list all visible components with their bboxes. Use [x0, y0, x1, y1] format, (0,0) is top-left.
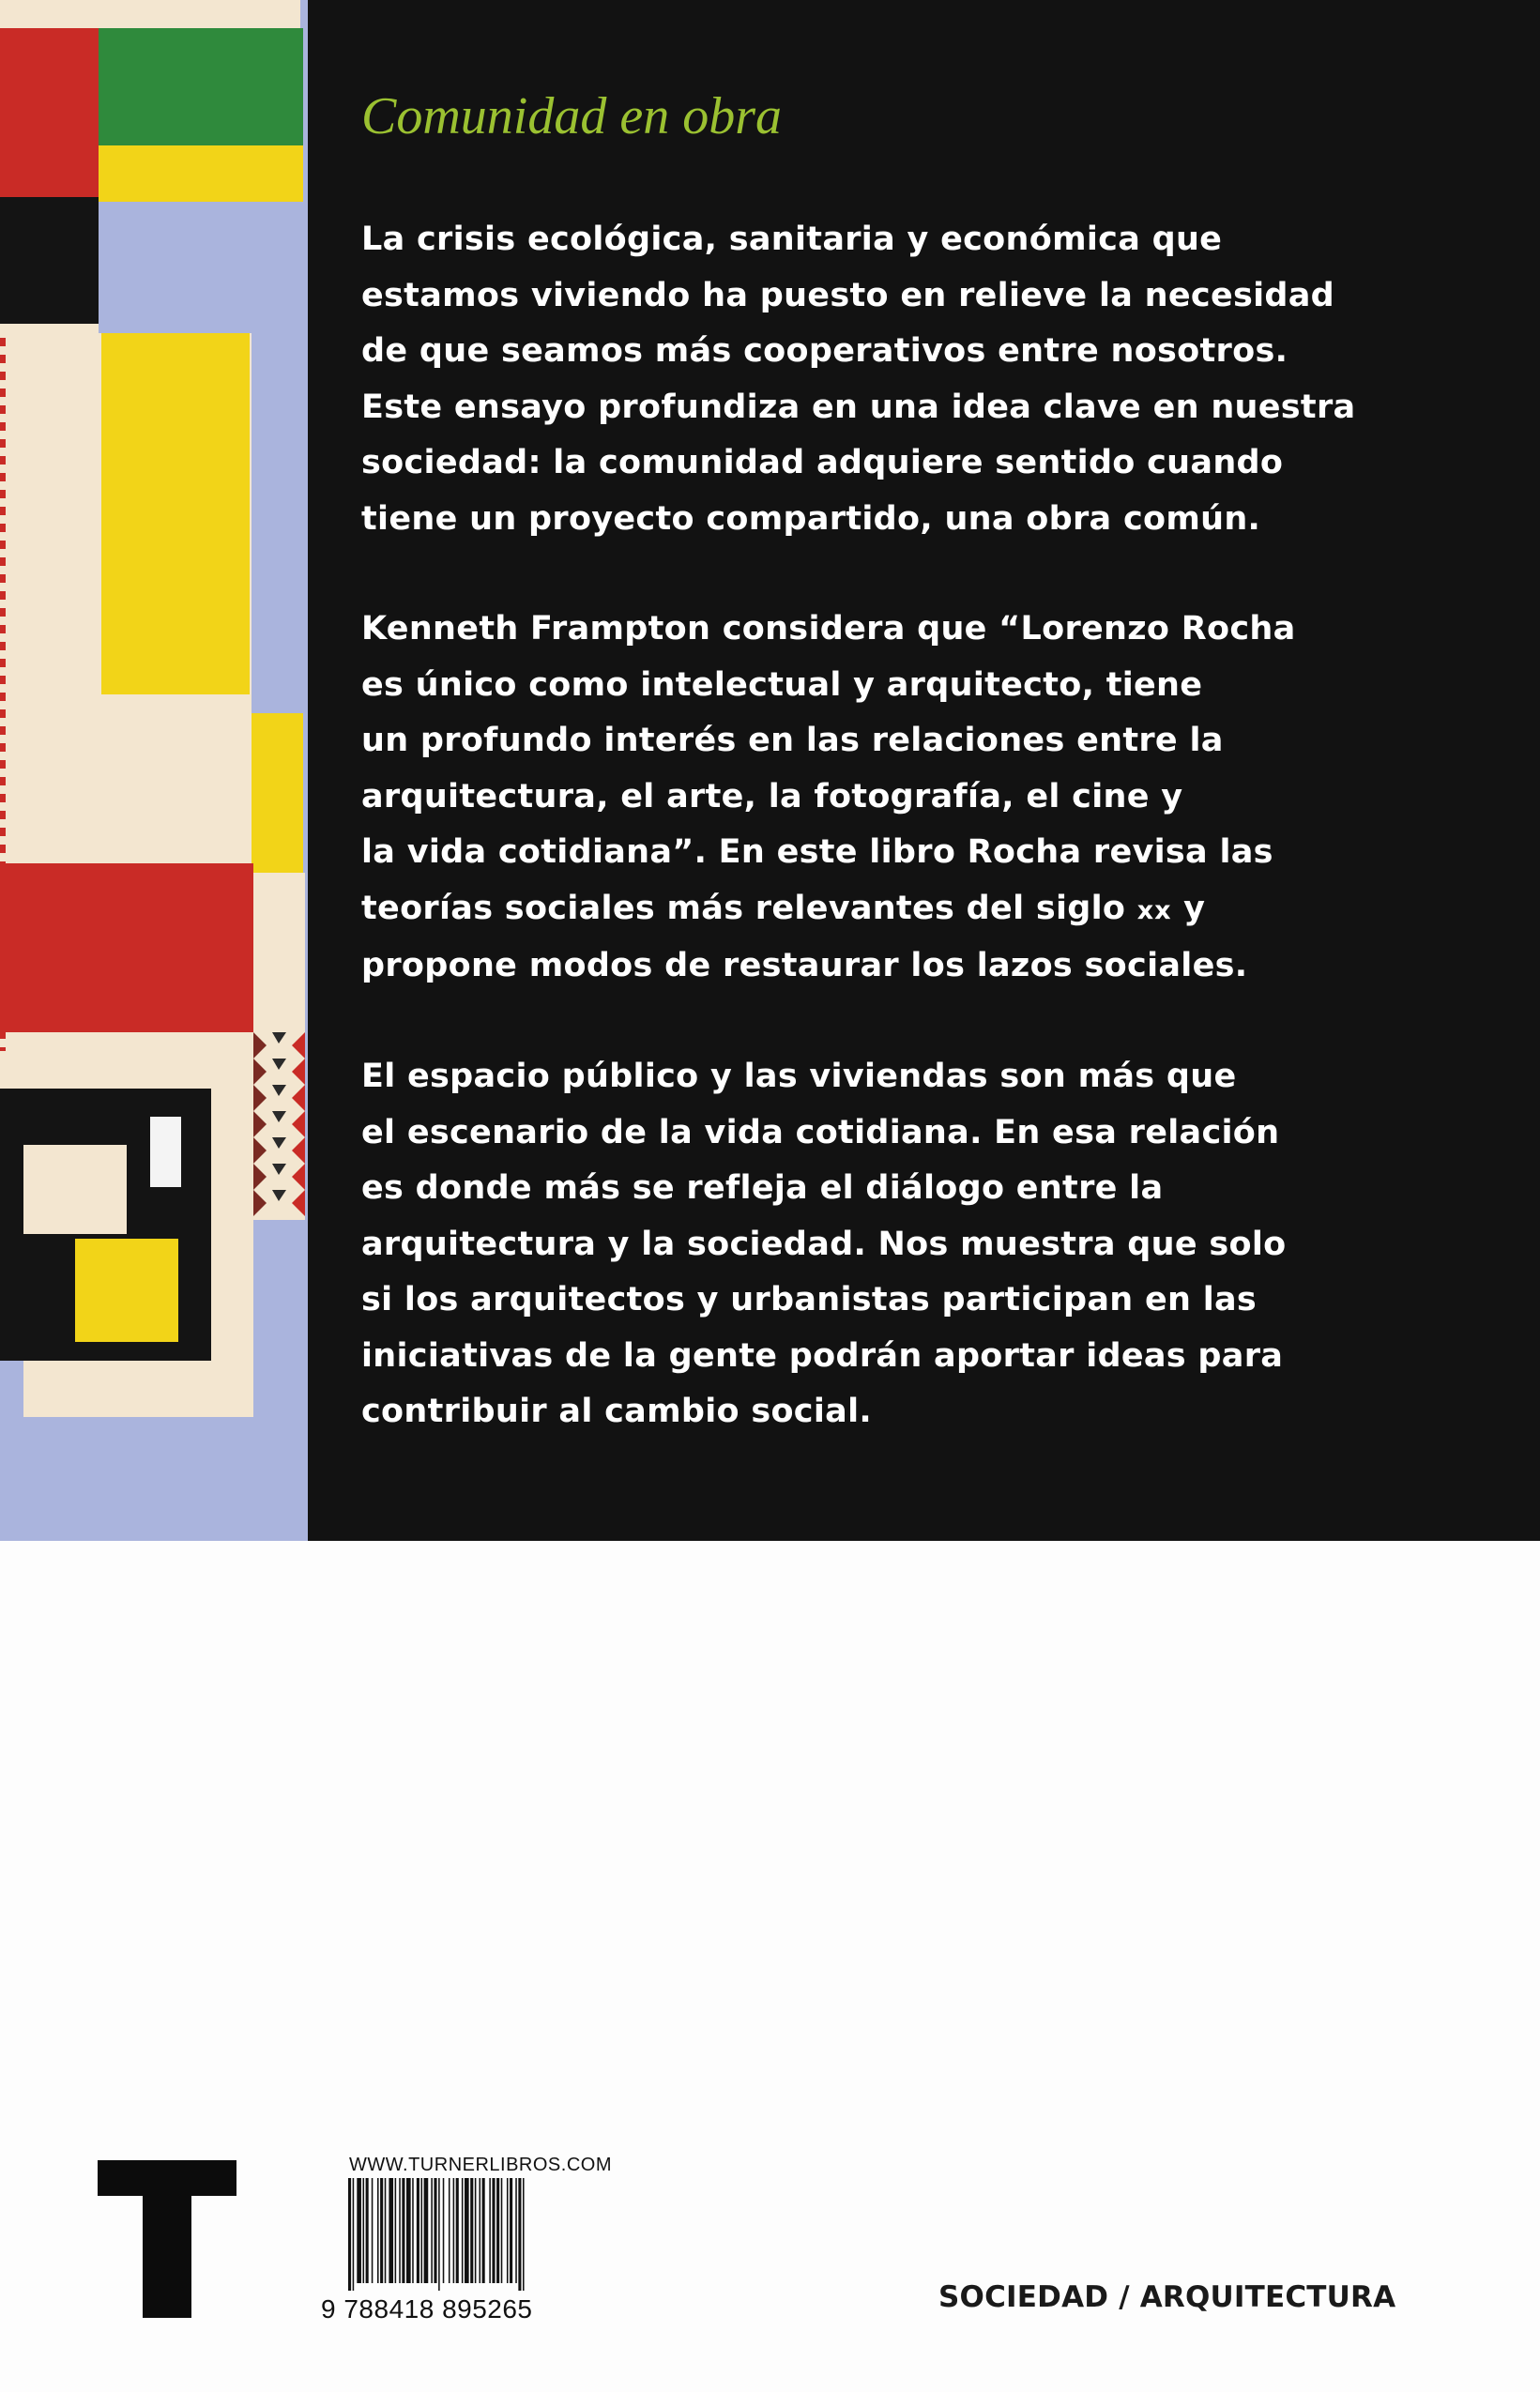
- synopsis-line: es donde más se refleja el diálogo entre la: [361, 1169, 1164, 1207]
- art-block-cream-top: [0, 0, 300, 28]
- art-block-cream-bottom: [23, 1361, 253, 1417]
- synopsis-line: Este ensayo profundiza en una idea clave en nuestra: [361, 388, 1356, 426]
- art-block-black: [0, 197, 99, 324]
- synopsis-line: estamos viviendo ha puesto en relieve la necesidad: [361, 276, 1335, 314]
- isbn-barcode: [346, 2178, 613, 2291]
- synopsis-fragment: teorías sociales más relevantes del siglo: [361, 889, 1137, 927]
- synopsis-line: contribuir al cambio social.: [361, 1393, 872, 1430]
- geometric-artwork: [0, 0, 308, 1541]
- isbn-number: 9 788418 895265: [321, 2294, 533, 2323]
- book-title: Comunidad en obra: [361, 87, 782, 145]
- art-block-red-lower: [0, 863, 253, 1032]
- art-block-yellow-large: [101, 333, 250, 694]
- art-zigzag-band: [253, 1032, 305, 1220]
- synopsis-paragraph-2: [361, 602, 1441, 995]
- art-block-yellow-right: [252, 713, 303, 873]
- synopsis-line: iniciativas de la gente podrán aportar ideas para: [361, 1336, 1284, 1375]
- synopsis-fragment: y: [1171, 889, 1206, 927]
- synopsis-line: la vida cotidiana”. En este libro Rocha revisa las: [361, 833, 1273, 871]
- synopsis-paragraph-3: [361, 1049, 1441, 1440]
- century-small-caps: xx: [1136, 895, 1172, 925]
- art-block-green: [99, 28, 303, 145]
- synopsis-line: El espacio público y las viviendas son más que: [361, 1058, 1237, 1095]
- publisher-logo: [98, 2160, 236, 2318]
- synopsis-line: de que seamos más cooperativos entre nosotros.: [361, 332, 1288, 370]
- synopsis-line: si los arquitectos y urbanistas participan en las: [361, 1281, 1258, 1318]
- art-block-yellow-top: [99, 145, 303, 202]
- publisher-url[interactable]: WWW.TURNERLIBROS.COM: [349, 2155, 612, 2175]
- synopsis-line: arquitectura, el arte, la fotografía, el cine y: [361, 777, 1183, 815]
- synopsis-line: el escenario de la vida cotidiana. En esa relación: [361, 1113, 1280, 1151]
- synopsis-line: propone modos de restaurar los lazos sociales.: [361, 947, 1248, 984]
- synopsis-line: tiene un proyecto compartido, una obra común.: [361, 499, 1261, 538]
- synopsis-paragraph-1: [361, 212, 1441, 547]
- synopsis-line: es único como intelectual y arquitecto, tiene: [361, 665, 1203, 704]
- art-block-yellow-small: [75, 1239, 178, 1342]
- synopsis-line: La crisis ecológica, sanitaria y económica que: [361, 221, 1223, 258]
- synopsis-line: sociedad: la comunidad adquiere sentido cuando: [361, 444, 1284, 481]
- synopsis-line: un profundo interés en las relaciones entre la: [361, 722, 1224, 759]
- art-block-lavender-mid: [99, 202, 303, 333]
- art-block-red: [0, 28, 99, 197]
- category-label: SOCIEDAD / ARQUITECTURA: [938, 2280, 1396, 2314]
- art-block-white-square: [150, 1117, 181, 1187]
- art-block-lavender-bottom: [23, 1417, 305, 1541]
- art-block-cream-inner: [23, 1145, 127, 1234]
- art-block-lavender-right: [252, 333, 303, 713]
- synopsis-line: Kenneth Frampton considera que “Lorenzo Rocha: [361, 610, 1296, 648]
- art-block-lavender-right-low: [253, 1220, 305, 1417]
- art-block-cream-right: [253, 873, 305, 1032]
- art-edge-ticks: [0, 338, 9, 1051]
- synopsis-line: [361, 881, 1441, 939]
- art-block-cream-right-low: [211, 1220, 253, 1361]
- synopsis-line: arquitectura y la sociedad. Nos muestra que solo: [361, 1225, 1287, 1263]
